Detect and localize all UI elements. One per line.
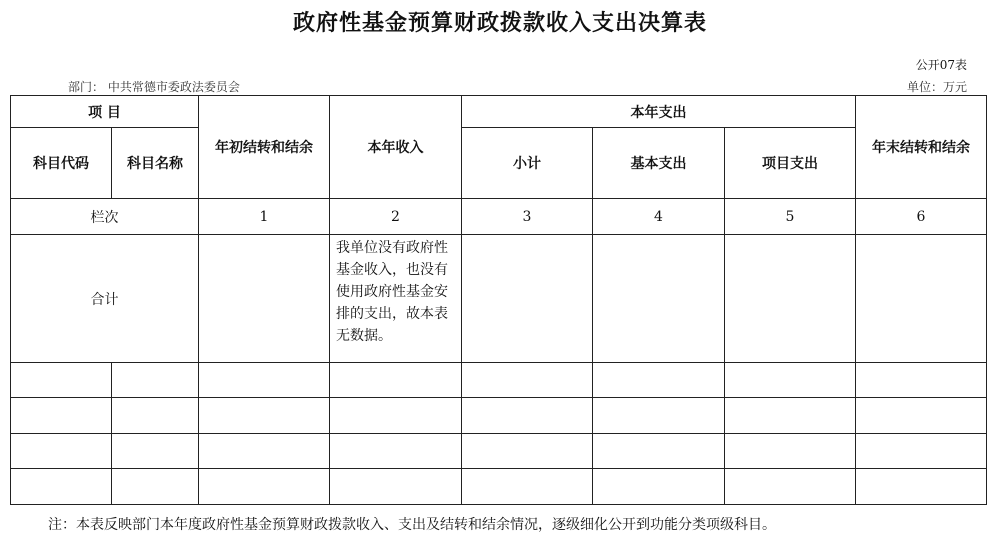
column-number: 6 [856,199,987,235]
table-row [11,469,987,505]
table-code: 公开07表 [915,58,967,72]
column-number: 4 [593,199,725,235]
header-subject-code: 科目代码 [11,128,112,199]
column-number: 5 [725,199,856,235]
table-cell [593,235,725,363]
table-cell [199,235,330,363]
header-expense: 本年支出 [462,96,856,128]
header-begin-balance: 年初结转和结余 [199,96,330,199]
no-data-note: 我单位没有政府性基金收入，也没有使用政府性基金安排的支出，故本表无数据。 [330,235,462,363]
table-row [11,363,987,398]
column-number: 2 [330,199,462,235]
header-item: 项 目 [11,96,199,128]
unit-label: 单位：万元 [906,80,967,94]
page-title: 政府性基金预算财政拨款收入支出决算表 [292,10,707,36]
table-cell [856,235,987,363]
header-end-balance: 年末结转和结余 [856,96,987,199]
column-number: 1 [199,199,330,235]
column-number: 3 [462,199,593,235]
table-row [11,398,987,434]
department-label: 部门： 中共常德市委政法委员会 [68,80,240,94]
table-row [11,434,987,469]
budget-table [10,95,987,505]
table-cell [462,235,593,363]
column-label: 栏次 [11,199,199,235]
table-cell [725,235,856,363]
footnote: 注：本表反映部门本年度政府性基金预算财政拨款收入、支出及结转和结余情况，逐级细化公开到功能分类项级科目。 [48,517,776,533]
header-subject-name: 科目名称 [112,128,199,199]
header-income: 本年收入 [330,96,462,199]
header-basic-expense: 基本支出 [593,128,725,199]
total-label: 合计 [11,235,199,363]
header-project-expense: 项目支出 [725,128,856,199]
header-subtotal: 小计 [462,128,593,199]
